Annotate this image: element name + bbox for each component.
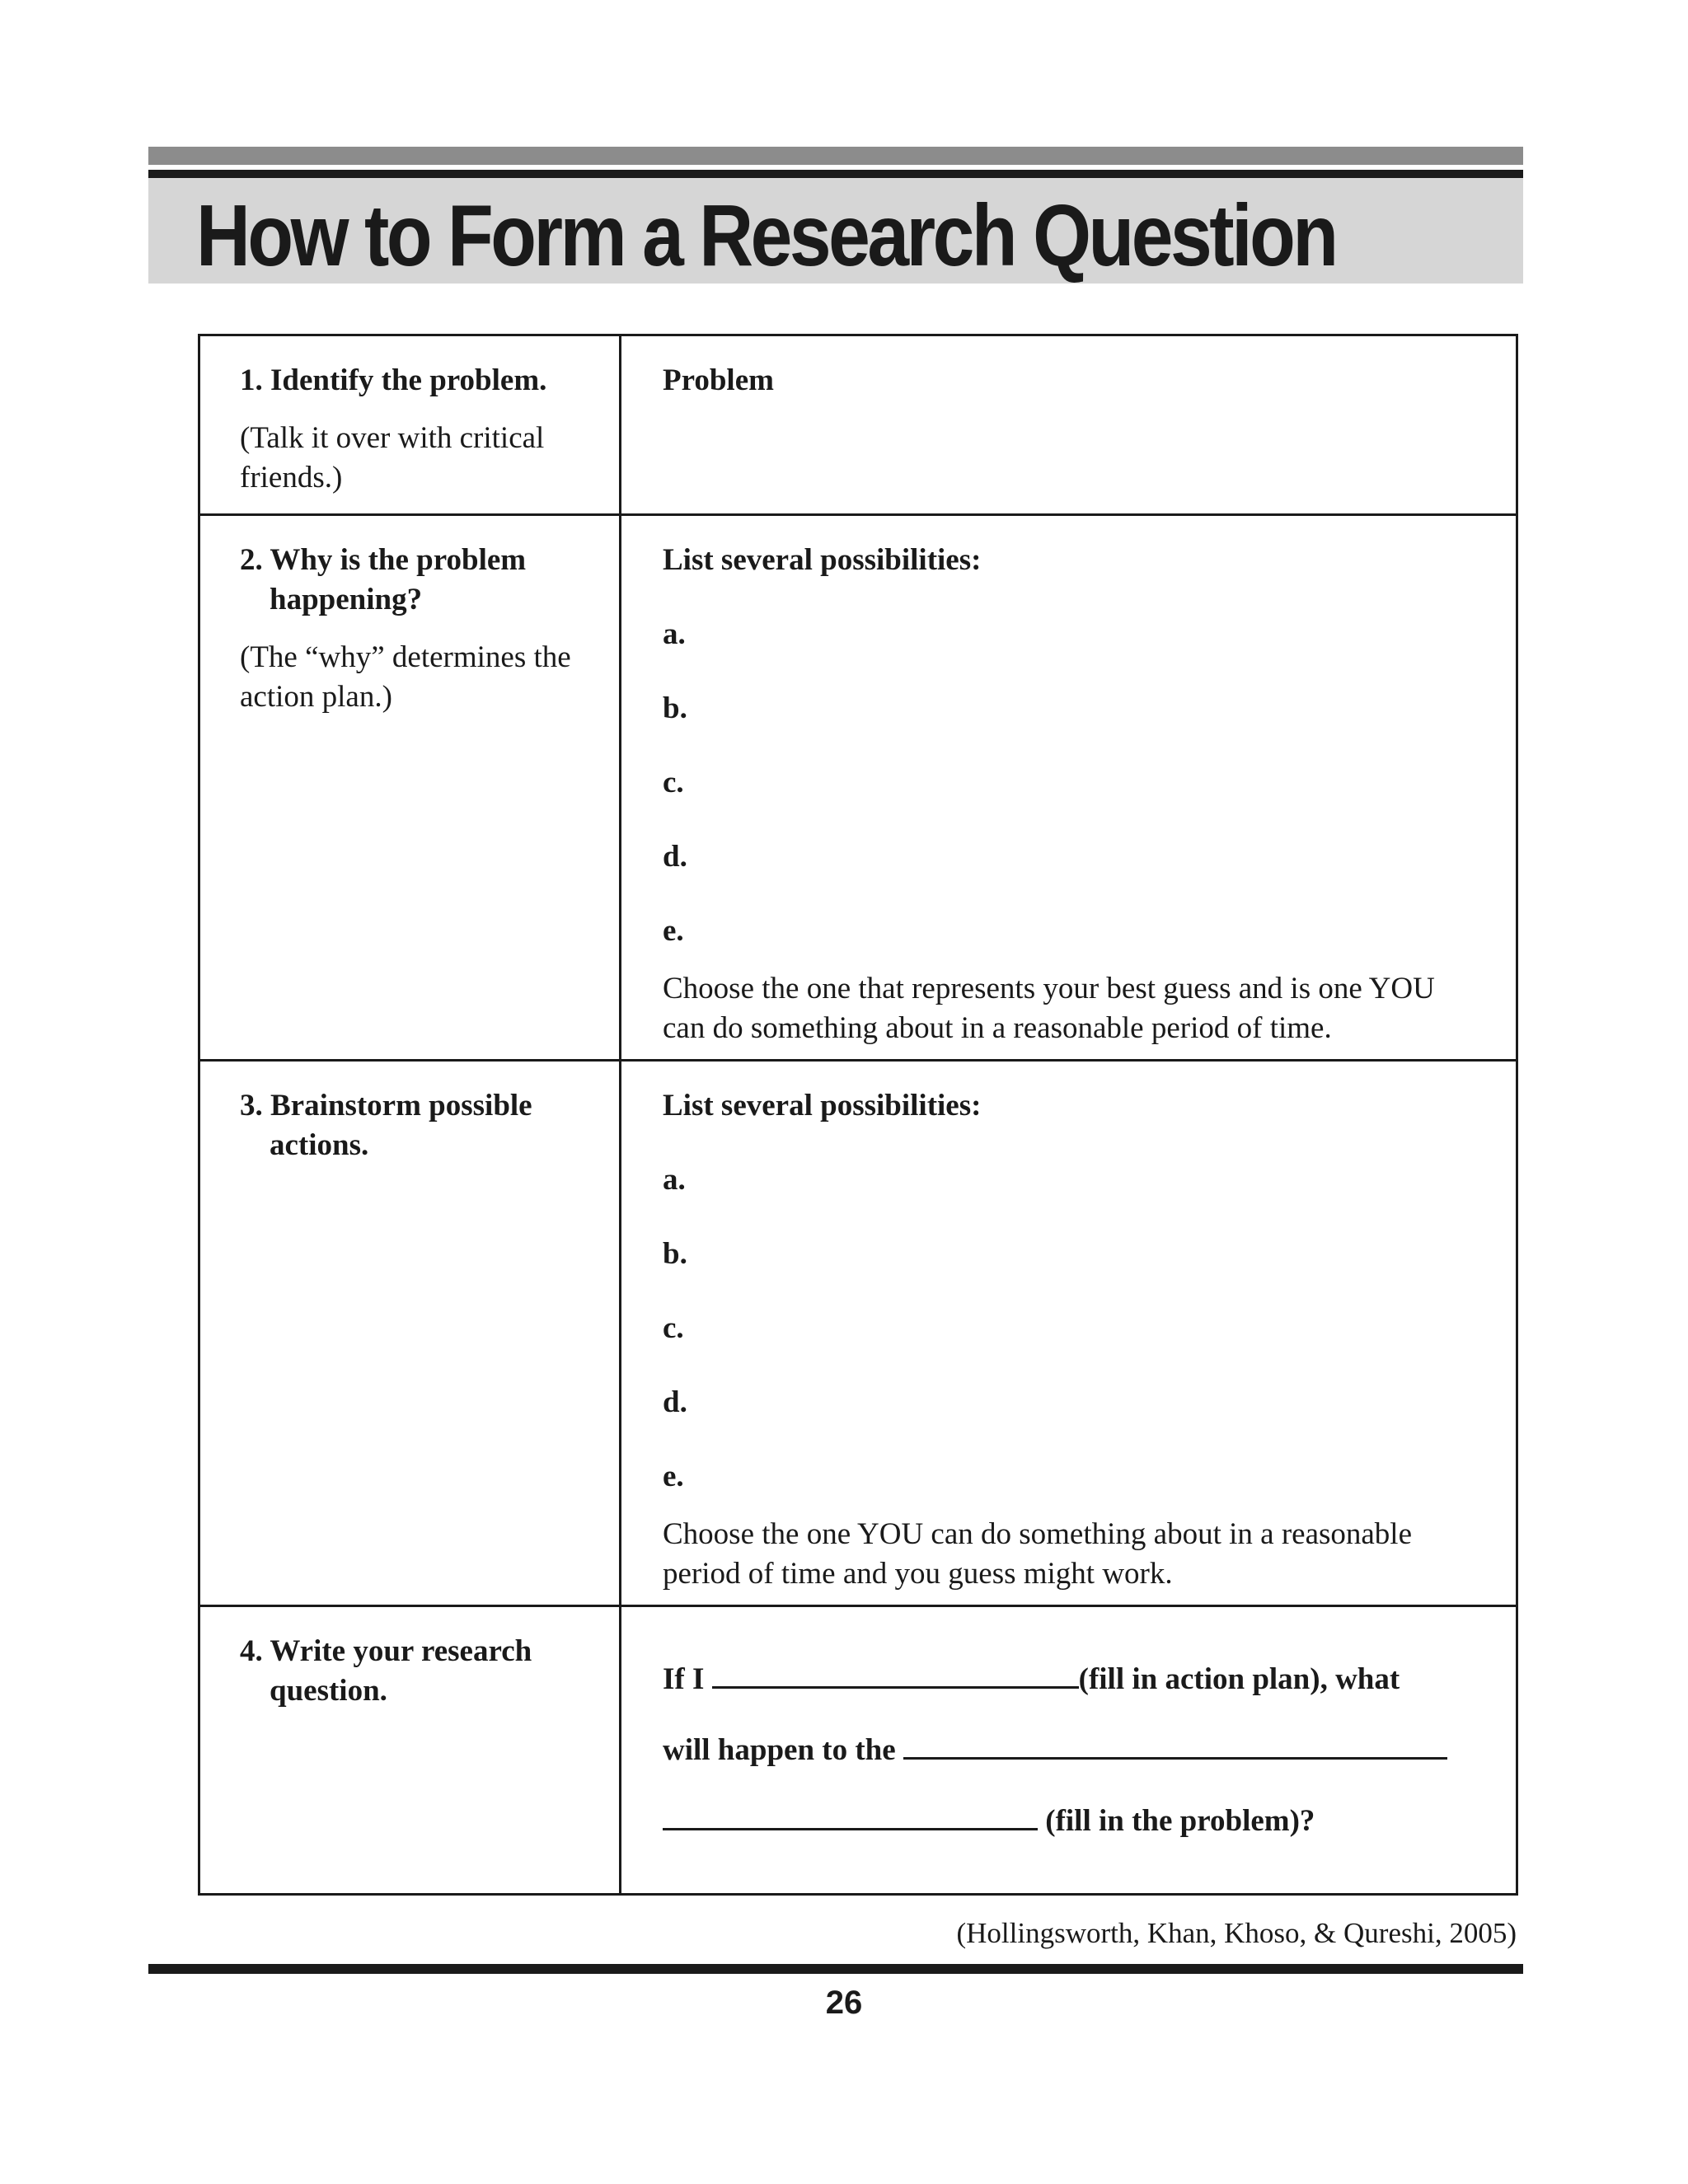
option-item: d. — [663, 1385, 687, 1419]
page-number: 26 — [825, 1985, 863, 2021]
step-cell — [199, 1606, 621, 1895]
problem-blank[interactable] — [903, 1729, 1447, 1760]
step-label: 3. Brainstorm possible actions. — [240, 1089, 532, 1162]
option-item: b. — [663, 691, 687, 725]
step-cell — [199, 1061, 621, 1606]
fill-line-2 — [663, 1729, 1483, 1770]
action-plan-blank[interactable] — [712, 1658, 1079, 1689]
options-list — [663, 1160, 1483, 1497]
fill-line-3 — [663, 1800, 1483, 1841]
table-row — [199, 1606, 1517, 1895]
footer-rule — [148, 1964, 1523, 1974]
option-item: d. — [663, 840, 687, 874]
fill-suffix: (fill in action plan), what — [1078, 1662, 1400, 1696]
response-heading: List several possibilities: — [663, 543, 982, 577]
fill-suffix: (fill in the problem)? — [1045, 1804, 1315, 1838]
title-band — [148, 178, 1523, 284]
step-cell — [199, 335, 621, 515]
option-item: a. — [663, 617, 686, 651]
table-row — [199, 335, 1517, 515]
table-row — [199, 515, 1517, 1061]
fill-line-1 — [663, 1658, 1483, 1699]
problem-blank-continued[interactable] — [663, 1800, 1038, 1830]
option-item: c. — [663, 1311, 684, 1345]
response-cell[interactable] — [621, 1606, 1517, 1895]
step-label: 1. Identify the problem. — [240, 363, 547, 397]
research-question-table — [198, 334, 1518, 1896]
options-list — [663, 615, 1483, 951]
step-note: (The “why” determines the action plan.) — [240, 640, 571, 714]
response-cell[interactable] — [621, 515, 1517, 1061]
step-label: 2. Why is the problem happening? — [240, 543, 527, 616]
response-cell[interactable] — [621, 1061, 1517, 1606]
header-black-bar — [148, 170, 1523, 178]
page-header — [148, 147, 1523, 284]
fill-prefix: will happen to the — [663, 1733, 896, 1767]
option-item: e. — [663, 1460, 684, 1493]
response-cell[interactable] — [621, 335, 1517, 515]
option-item: e. — [663, 914, 684, 948]
page-title: How to Form a Research Question — [196, 187, 1336, 284]
option-item: b. — [663, 1237, 687, 1271]
table-row — [199, 1061, 1517, 1606]
response-heading: List several possibilities: — [663, 1089, 982, 1122]
response-heading: Problem — [663, 363, 774, 397]
citation: (Hollingsworth, Khan, Khoso, & Qureshi, 2005) — [956, 1917, 1517, 1949]
step-note: (Talk it over with critical friends.) — [240, 421, 545, 494]
choose-instruction: Choose the one that represents your best guess and is one YOU can do something about in a reasonable period of time. — [663, 972, 1435, 1045]
option-item: c. — [663, 766, 684, 799]
header-gray-bar — [148, 147, 1523, 165]
option-item: a. — [663, 1163, 686, 1197]
step-cell — [199, 515, 621, 1061]
step-label: 4. Write your research question. — [240, 1634, 532, 1708]
fill-prefix: If I — [663, 1662, 705, 1696]
choose-instruction: Choose the one YOU can do something about in a reasonable period of time and you guess might work. — [663, 1517, 1413, 1591]
